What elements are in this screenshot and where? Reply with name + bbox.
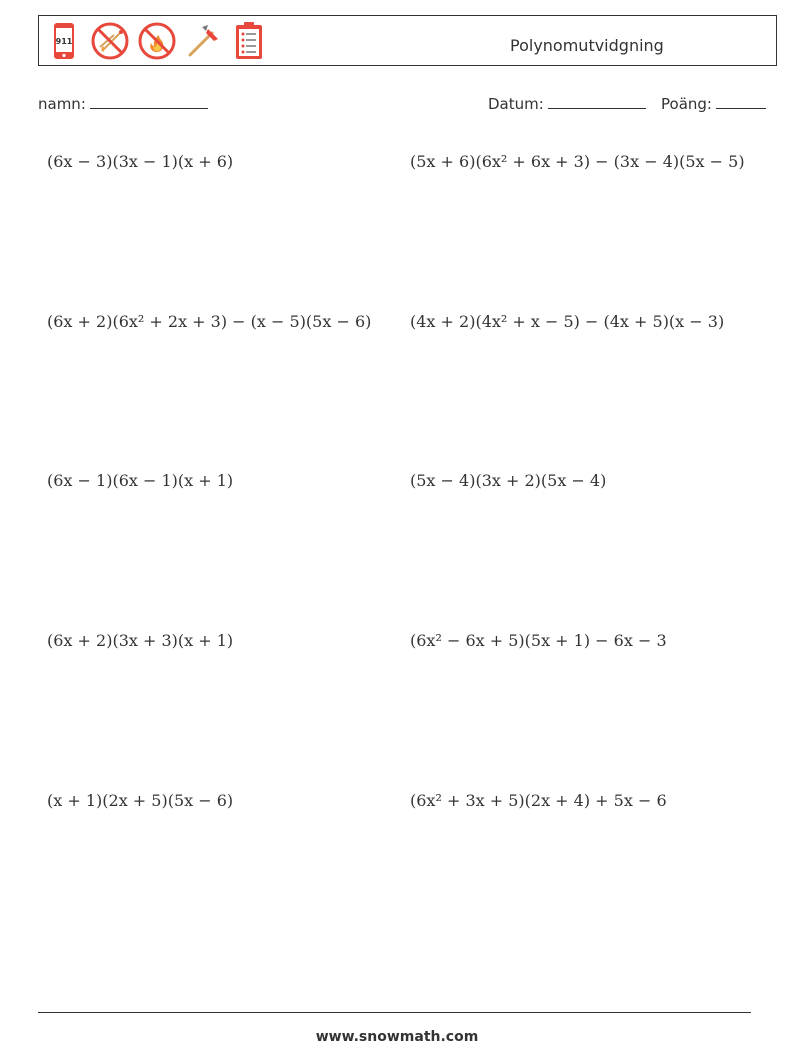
- date-blank-line: [548, 94, 646, 109]
- no-fire-icon: [137, 21, 177, 61]
- problem-9: (x + 1)(2x + 5)(5x − 6): [47, 791, 234, 810]
- fire-axe-icon: [184, 21, 224, 61]
- footer-url[interactable]: www.snowmath.com: [315, 1029, 479, 1045]
- problem-2: (5x + 6)(6x² + 6x + 3) − (3x − 4)(5x − 5): [410, 152, 745, 171]
- problem-1: (6x − 3)(3x − 1)(x + 6): [47, 152, 234, 171]
- page-title: Polynomutvidgning: [510, 36, 664, 55]
- score-blank-line: [716, 94, 766, 109]
- no-matches-icon: [90, 21, 130, 61]
- worksheet-header: [38, 15, 777, 66]
- date-label: Datum:: [488, 95, 544, 113]
- checklist-icon: [231, 21, 267, 61]
- problem-6: (5x − 4)(3x + 2)(5x − 4): [410, 471, 607, 490]
- score-field: [661, 94, 766, 113]
- problem-8: (6x² − 6x + 5)(5x + 1) − 6x − 3: [410, 631, 667, 650]
- name-label: namn:: [38, 95, 86, 113]
- problem-7: (6x + 2)(3x + 3)(x + 1): [47, 631, 234, 650]
- date-field: [488, 94, 646, 113]
- phone-911-icon: [47, 21, 83, 61]
- problem-4: (4x + 2)(4x² + x − 5) − (4x + 5)(x − 3): [410, 312, 725, 331]
- problem-10: (6x² + 3x + 5)(2x + 4) + 5x − 6: [410, 791, 667, 810]
- name-field: [38, 94, 208, 113]
- footer-divider: [38, 1012, 751, 1013]
- problem-5: (6x − 1)(6x − 1)(x + 1): [47, 471, 234, 490]
- score-label: Poäng:: [661, 95, 712, 113]
- phone-911-text: 911: [55, 37, 73, 46]
- header-icons: [47, 21, 267, 61]
- name-blank-line: [90, 94, 208, 109]
- problem-3: (6x + 2)(6x² + 2x + 3) − (x − 5)(5x − 6): [47, 312, 372, 331]
